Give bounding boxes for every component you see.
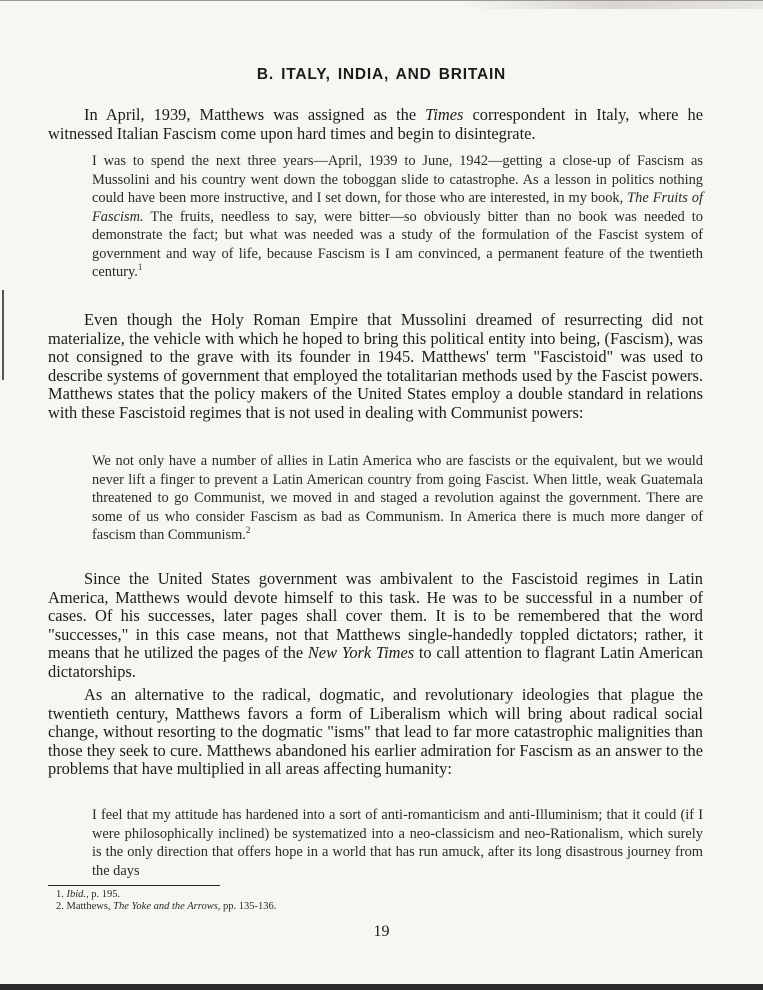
block-quote-2 [92,452,703,545]
block-quote-1 [92,152,703,282]
section-heading: B. ITALY, INDIA, AND BRITAIN [256,66,507,83]
italic-text: New York Times [307,643,415,662]
footnote-number: 2. [56,900,64,912]
footnote-marker: 2 [245,525,251,536]
footnote-marker: 1 [137,262,143,273]
paragraph-1 [48,106,703,143]
footnote-number: 1. [56,889,64,900]
paragraph-3 [48,570,703,681]
italic-text: The Yoke and the Arrows, [113,900,221,912]
text-span: to call attention to flagrant Latin American dictatorships. [48,643,703,681]
text-span: Since the United States government was ambivalent to the Fascistoid regimes in Latin America, Matthews would devote himself to this task. He was to be successful in a number of cases. Of his successes, later pages shall cover them. It is to be remembered that the word "successes," in this case means, not that Matthews single-handedly toppled dictators; rather, it means that he utilized the pages of the [48,569,703,662]
text-span: We not only have a number of allies in Latin America who are fascists or the equivalent, but we would never lift a finger to prevent a Latin American country from going Fascist. When little, weak Guatemala threatened to go Communist, we moved in and staged a revolution against the government. There are some of us who consider Fascism as bad as Communism. In America there is much more danger of fascism than Communism. [92,453,703,543]
text-span: The fruits, needless to say, were bitter—so obviously bitter than no book was needed to demonstrate the fact; but what was needed was a study of the formulation of the Fascist system of government and way of life, because Fascism is I am convinced, a permanent feature of the twentieth century. [92,208,703,280]
text-span: correspondent in Italy, where he witnessed Italian Fascism come upon hard times and begin to disintegrate. [48,105,703,143]
footnotes [56,889,456,912]
paragraph-4: As an alternative to the radical, dogmatic, and revolutionary ideologies that plague the twentieth century, Matthews favors a form of Liberalism which will bring about radical social change, without resorting to the dogmatic "isms" that lead to far more catastrophic malignities than those they seek to cure. Matthews abandoned his earlier admiration for Fascism as an answer to the problems that have multiplied in all areas affecting humanity: [48,685,703,778]
italic-text: Ibid., [66,889,89,900]
text-span: I was to spend the next three years—April, 1939 to June, 1942—getting a close-up of Fascism as Mussolini and his country went down the toboggan slide to catastrophe. As a lesson in politics nothing could have been more instructive, and I set down, for those who are interested, in my book, [92,153,703,206]
footnote-1 [56,889,456,901]
footnote-divider [48,885,220,886]
italic-text: The Fruits of Fascism. [92,190,703,225]
text-span: In April, 1939, Matthews was assigned as the [84,105,426,124]
page-bottom-edge [0,984,763,990]
text-span: Matthews, [66,900,114,912]
text-span: pp. 135-136. [220,900,277,912]
page-top-edge [0,0,763,9]
page-number: 19 [373,923,390,940]
footnote-2 [56,901,456,913]
paragraph-2: Even though the Holy Roman Empire that Mussolini dreamed of resurrecting did not materialize, the vehicle with which he hoped to bring this political entity into being, (Fascism), was not consigned to the grave with its founder in 1945. Matthews' term "Fascistoid" was used to describe systems of government that employed the totalitarian methods used by the Fascist powers. Matthews states that the policy makers of the United States employ a double standard in relations with these Fascistoid regimes that is not used in dealing with Communist powers: [48,310,703,422]
block-quote-3: I feel that my attitude has hardened into a sort of anti-romanticism and anti-Illuminism; that it could (if I were philosophically inclined) be systematized into a neo-classicism and neo-Rationalism, which surely is the only direction that offers hope in a world that has run amuck, after its long disastrous journey from the days [92,807,703,879]
text-span: p. 195. [88,889,121,900]
italic-text: Times [425,105,464,124]
margin-mark [2,290,4,380]
